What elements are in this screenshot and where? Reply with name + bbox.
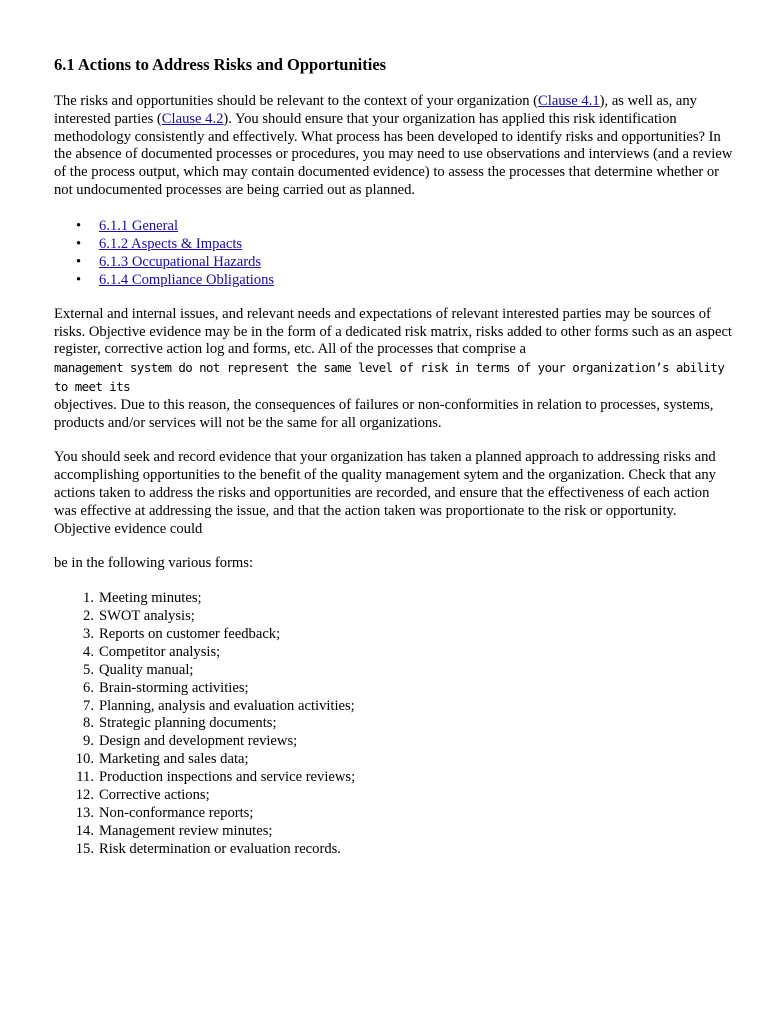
list-item xyxy=(54,680,734,698)
list-item-text: Planning, analysis and evaluation activities; xyxy=(99,697,355,714)
subsection-link-aspects-impacts[interactable]: 6.1.2 Aspects & Impacts xyxy=(99,235,243,252)
list-number: 11. xyxy=(76,769,94,786)
list-item xyxy=(54,608,734,626)
list-item-text: Corrective actions; xyxy=(99,787,210,804)
intro-text-2: ), as well as, any interested parties ( xyxy=(54,93,697,127)
list-item xyxy=(54,590,734,608)
list-number: 5. xyxy=(83,661,94,678)
list-item-text: Marketing and sales data; xyxy=(99,751,249,768)
risk-sources-text-1: External and internal issues, and relevant needs and expectations of relevant interested parties may be sources of risks. Objective evidence may be in the form of a dedicated risk matrix, risks added to other forms such as an aspect register, corrective action log and forms, etc. All of the processes that comprise a xyxy=(54,305,732,358)
forms-intro-paragraph: be in the following various forms: xyxy=(54,555,254,572)
list-item-text: Production inspections and service reviews; xyxy=(99,769,356,786)
list-number: 12. xyxy=(75,787,94,804)
list-item-text: Design and development reviews; xyxy=(99,733,298,750)
list-item xyxy=(54,751,734,769)
list-item xyxy=(54,626,734,644)
list-item-text: Non-conformance reports; xyxy=(99,805,254,822)
list-number: 13. xyxy=(75,805,94,822)
intro-text-3: ). You should ensure that your organization has applied this risk identification methodology consistently and effectively. What process has been developed to identify risks and opportunities? In the absence of documented processes or procedures, you may need to use observations and interviews (and a review of the process output, which may contain documented evidence) to assess the processes that determine whether or not undocumented processes are being carried out as planned. xyxy=(54,110,733,198)
list-item xyxy=(54,235,734,253)
evidence-forms-list xyxy=(54,590,734,859)
list-item-text: Management review minutes; xyxy=(99,822,273,839)
document-page xyxy=(54,54,734,859)
bullet-icon: • xyxy=(76,271,82,288)
list-item-text: Quality manual; xyxy=(99,661,194,678)
intro-text-1: The risks and opportunities should be relevant to the context of your organization ( xyxy=(54,93,539,109)
list-item-text: Meeting minutes; xyxy=(99,590,202,607)
evidence-paragraph: You should seek and record evidence that your organization has taken a planned approach to addressing risks and accomplishing opportunities to the benefit of the quality management sytem and the organization. Check that any actions taken to address the risks and opportunities are recorded, and ensure that the effectiveness of each action was effective at addressing the issue, and that the action taken was proportionate to the risk or opportunity. Objective evidence could xyxy=(54,449,716,537)
list-number: 1. xyxy=(83,590,94,607)
list-item-text: Competitor analysis; xyxy=(99,643,221,660)
list-item-text: Brain-storming activities; xyxy=(99,679,249,696)
list-number: 14. xyxy=(75,822,94,839)
risk-sources-text-2: management system do not represent the same level of risk in terms of your organization’s ability to meet its xyxy=(54,360,725,394)
list-item xyxy=(54,805,734,823)
list-item xyxy=(54,715,734,733)
list-number: 9. xyxy=(83,733,94,750)
list-item xyxy=(54,271,734,289)
subsection-link-general[interactable]: 6.1.1 General xyxy=(99,217,179,234)
list-item xyxy=(54,823,734,841)
list-item xyxy=(54,787,734,805)
subsection-link-compliance-obligations[interactable]: 6.1.4 Compliance Obligations xyxy=(99,271,275,288)
list-number: 7. xyxy=(83,697,94,714)
list-item xyxy=(54,253,734,271)
list-number: 6. xyxy=(83,679,94,696)
list-number: 4. xyxy=(83,643,94,660)
bullet-icon: • xyxy=(76,235,82,252)
list-number: 10. xyxy=(75,751,94,768)
list-item xyxy=(54,217,734,235)
risk-sources-paragraph xyxy=(54,306,734,433)
clause-4-1-link[interactable]: Clause 4.1 xyxy=(538,93,600,109)
list-number: 3. xyxy=(83,625,94,642)
bullet-icon: • xyxy=(76,217,82,234)
clause-4-2-link[interactable]: Clause 4.2 xyxy=(161,110,224,127)
bullet-icon: • xyxy=(76,253,82,270)
list-number: 8. xyxy=(83,715,94,732)
subsection-link-occupational-hazards[interactable]: 6.1.3 Occupational Hazards xyxy=(99,253,262,270)
list-item-text: Reports on customer feedback; xyxy=(99,625,281,642)
list-item xyxy=(54,769,734,787)
section-heading: 6.1 Actions to Address Risks and Opportunities xyxy=(54,55,387,74)
subsection-link-list xyxy=(54,217,734,289)
list-item xyxy=(54,662,734,680)
list-item-text: Risk determination or evaluation records. xyxy=(99,840,341,857)
list-item xyxy=(54,841,734,859)
list-item-text: SWOT analysis; xyxy=(99,608,195,625)
list-number: 15. xyxy=(75,840,94,857)
intro-paragraph xyxy=(54,93,734,200)
list-item xyxy=(54,733,734,751)
list-item xyxy=(54,698,734,716)
list-number: 2. xyxy=(83,608,94,625)
list-item xyxy=(54,644,734,662)
list-item-text: Strategic planning documents; xyxy=(99,715,277,732)
risk-sources-text-3: objectives. Due to this reason, the consequences of failures or non-conformities in relation to processes, systems, products and/or services will not be the same for all organizations. xyxy=(54,396,714,431)
